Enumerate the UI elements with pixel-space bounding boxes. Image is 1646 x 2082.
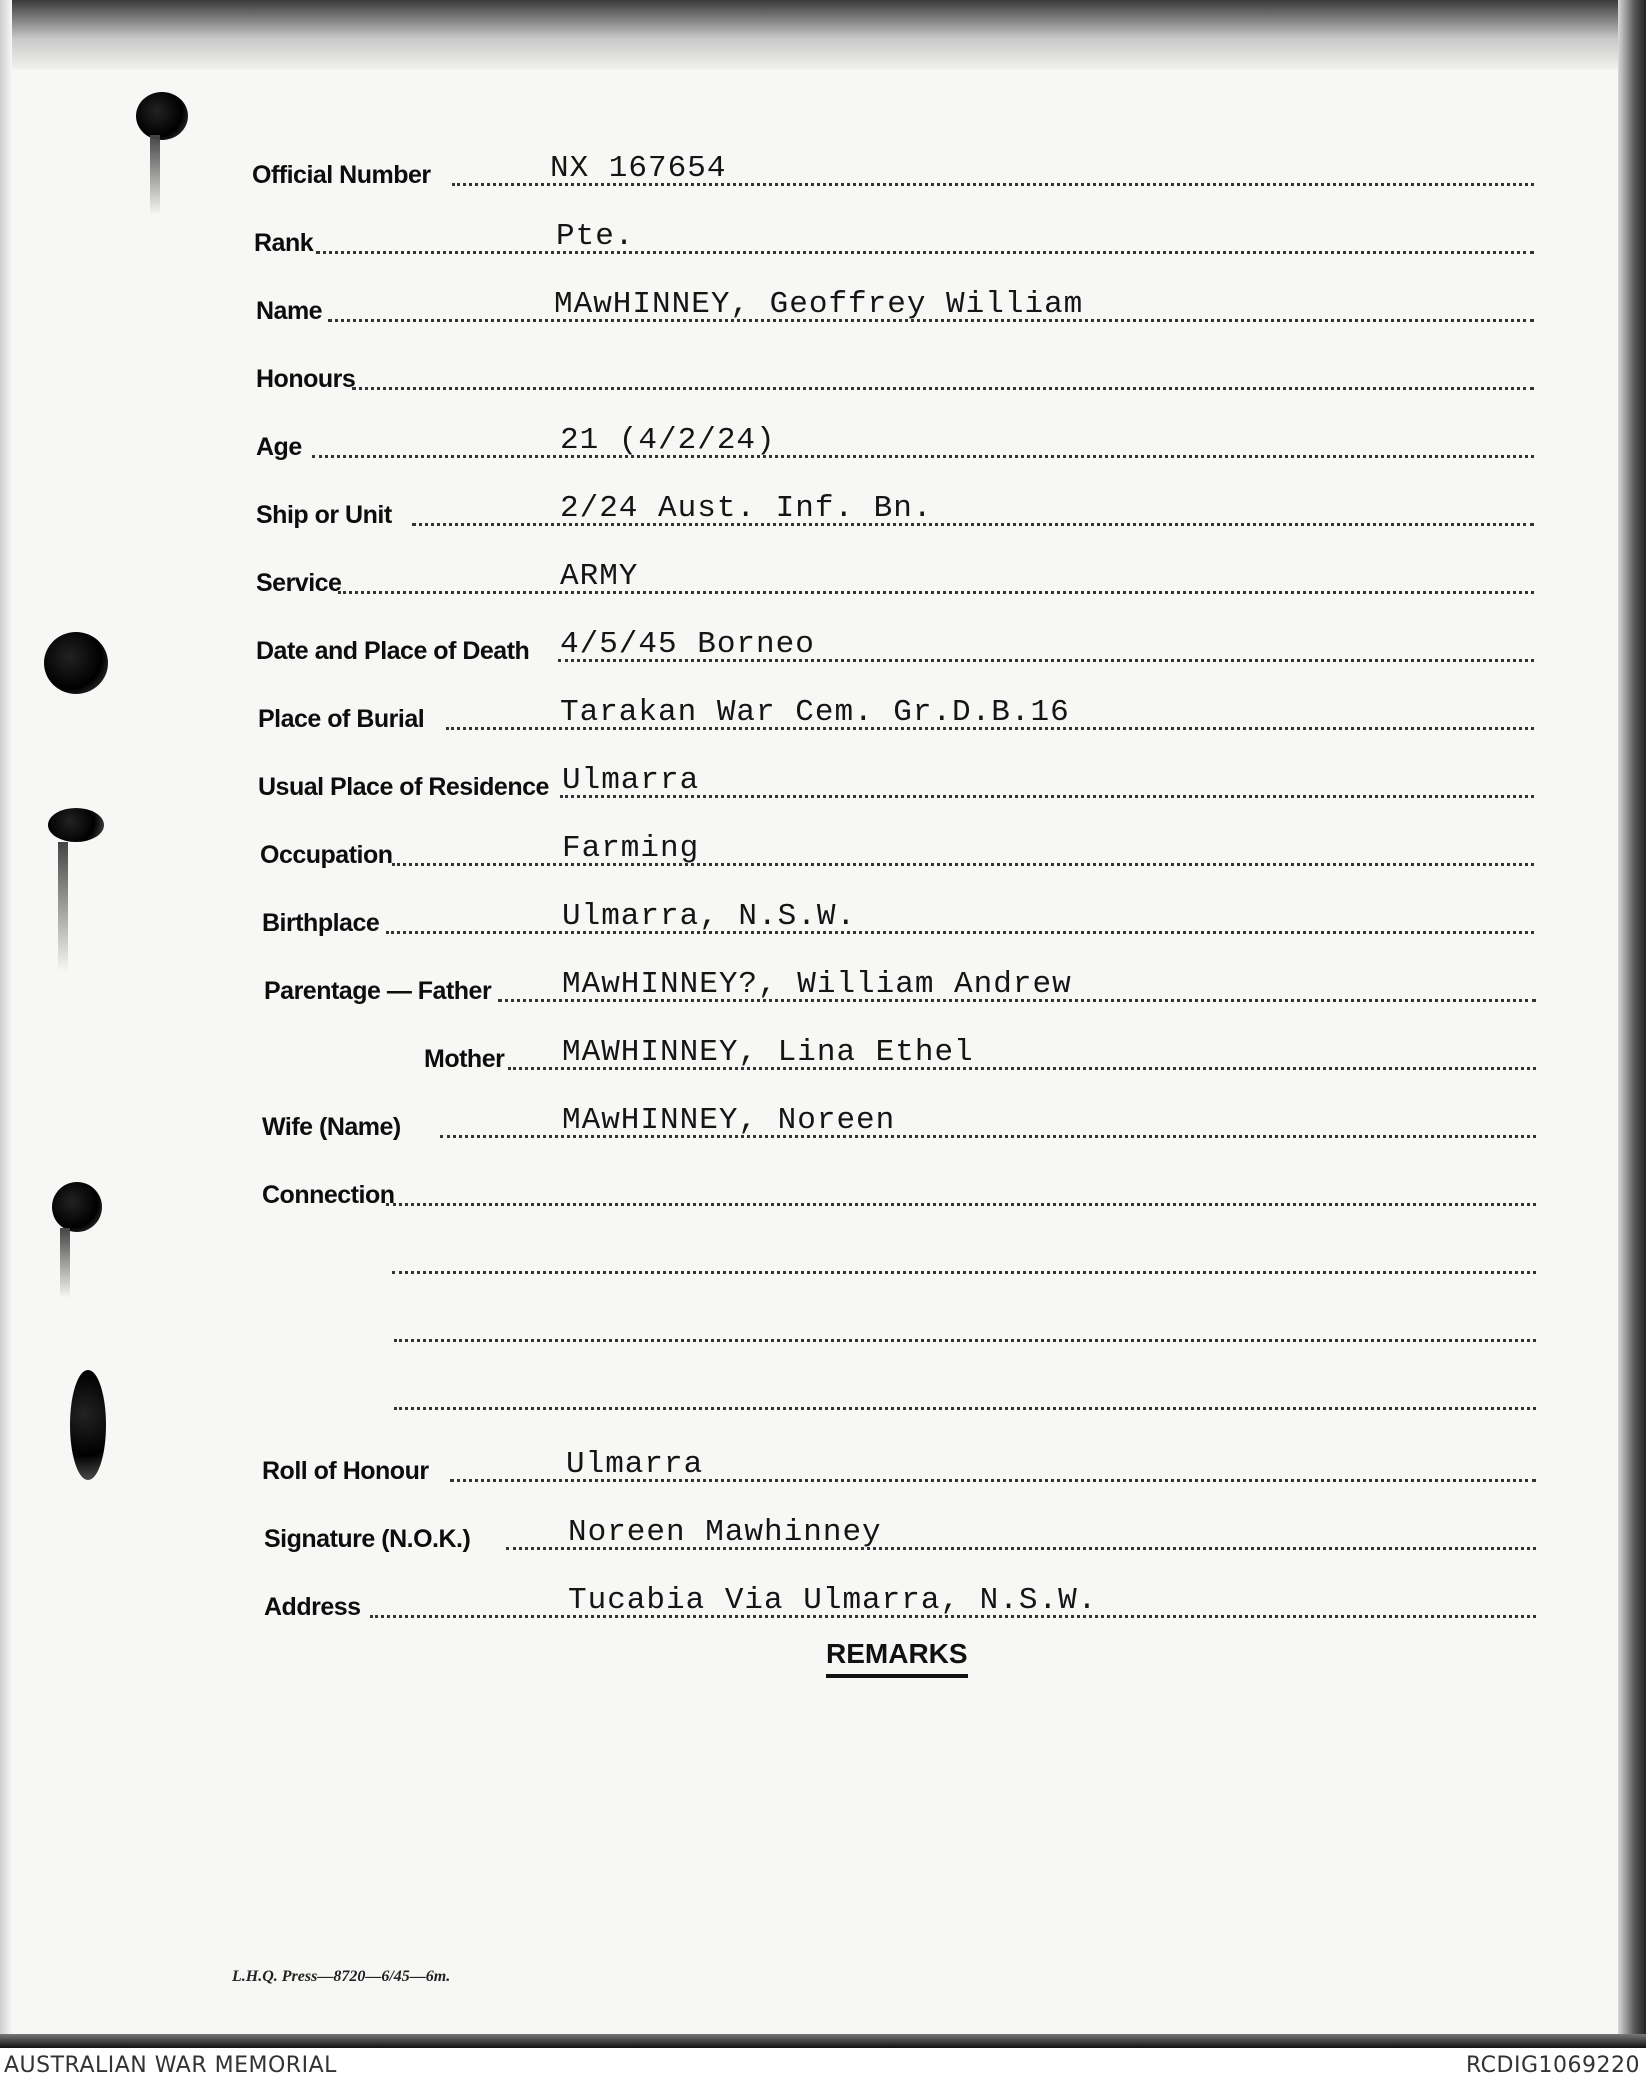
parentage-father-value: MAwHINNEY?, William Andrew [562,967,1072,1002]
mother-value: MAWHINNEY, Lina Ethel [562,1035,974,1070]
place-of-burial-label: Place of Burial [258,705,425,733]
field-birthplace [0,884,1646,944]
address-value: Tucabia Via Ulmarra, N.S.W. [568,1583,1098,1618]
connection-blank-line [0,1224,1646,1284]
scan-bottom-edge [0,2034,1646,2048]
footer-institution: AUSTRALIAN WAR MEMORIAL [4,2053,337,2078]
field-occupation [0,816,1646,876]
wife-label: Wife (Name) [262,1113,401,1141]
occupation-label: Occupation [260,841,393,869]
field-usual-residence [0,748,1646,808]
connection-blank-line [0,1360,1646,1420]
rank-line [316,251,1534,254]
ship-or-unit-value: 2/24 Aust. Inf. Bn. [560,491,933,526]
field-address [0,1568,1646,1628]
address-label: Address [264,1593,361,1621]
rank-value: Pte. [556,219,635,254]
name-value: MAwHINNEY, Geoffrey William [554,287,1084,322]
connection-line-3 [394,1339,1536,1342]
field-parentage-father [0,952,1646,1012]
field-wife [0,1088,1646,1148]
field-roll-of-honour [0,1432,1646,1492]
usual-residence-value: Ulmarra [562,763,700,798]
name-label: Name [256,297,323,325]
remarks-heading: REMARKS [826,1638,968,1678]
connection-label: Connection [262,1181,395,1209]
honours-label: Honours [256,365,356,393]
field-place-of-burial [0,680,1646,740]
parentage-father-label: Parentage — Father [264,977,492,1005]
signature-value: Noreen Mawhinney [568,1515,882,1550]
date-place-death-value: 4/5/45 Borneo [560,627,815,662]
birthplace-label: Birthplace [262,909,380,937]
service-line [338,591,1534,594]
field-service [0,544,1646,604]
honours-line [352,387,1534,390]
place-of-burial-value: Tarakan War Cem. Gr.D.B.16 [560,695,1070,730]
usual-residence-line [560,795,1534,798]
age-value: 21 (4/2/24) [560,423,776,458]
scan-top-edge [0,0,1646,70]
connection-blank-line [0,1292,1646,1352]
connection-line [386,1203,1536,1206]
ship-or-unit-label: Ship or Unit [256,501,392,529]
field-age [0,408,1646,468]
field-mother [0,1020,1646,1080]
official-number-value: NX 167654 [550,151,727,186]
connection-line-4 [394,1407,1536,1410]
signature-label: Signature (N.O.K.) [264,1525,471,1553]
footer-record-id: RCDIG1069220 [1465,2053,1640,2078]
usual-residence-label: Usual Place of Residence [258,773,549,801]
field-name [0,272,1646,332]
service-value: ARMY [560,559,639,594]
mother-label: Mother [424,1045,505,1073]
age-line [312,455,1534,458]
print-code: L.H.Q. Press—8720—6/45—6m. [232,1968,451,1985]
official-number-label: Official Number [252,161,431,189]
field-signature [0,1500,1646,1560]
age-label: Age [256,433,302,461]
field-official-number [0,136,1646,196]
birthplace-line [386,931,1534,934]
roll-of-honour-value: Ulmarra [566,1447,704,1482]
birthplace-value: Ulmarra, N.S.W. [562,899,857,934]
field-connection [0,1156,1646,1216]
rank-label: Rank [254,229,314,257]
punch-hole [136,92,188,140]
field-honours [0,340,1646,400]
field-rank [0,204,1646,264]
field-date-place-death [0,612,1646,672]
field-ship-or-unit [0,476,1646,536]
wife-value: MAwHINNEY, Noreen [562,1103,896,1138]
date-place-death-label: Date and Place of Death [256,637,530,665]
connection-line-2 [392,1271,1536,1274]
occupation-value: Farming [562,831,700,866]
roll-of-honour-label: Roll of Honour [262,1457,429,1485]
service-label: Service [256,569,342,597]
